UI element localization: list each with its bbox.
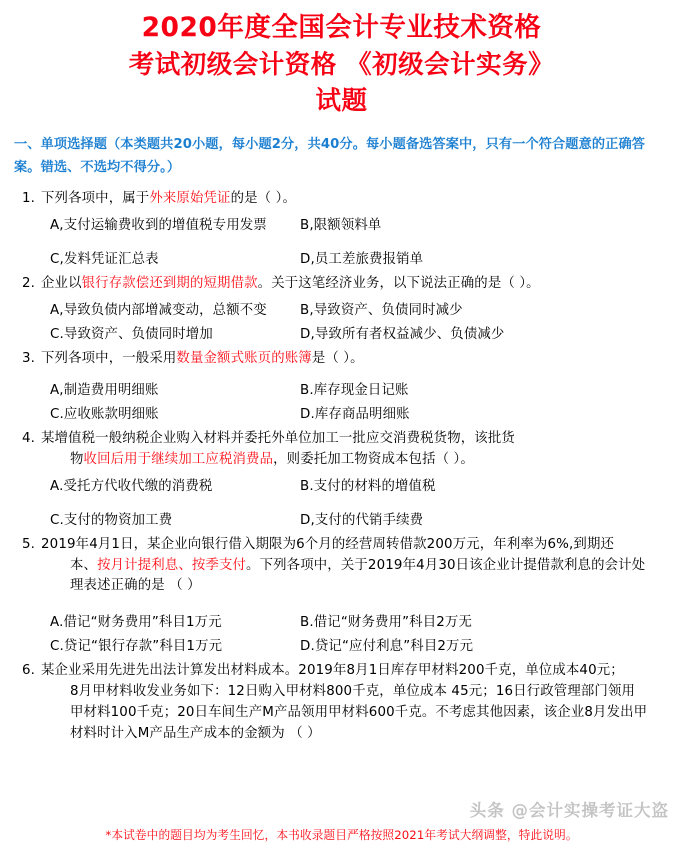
question-5 [0,535,683,658]
question-5-stem [22,535,665,597]
question-5-stem-line2-post: 。下列各项中，关于2019年4月30日该企业计提借款利息的会计处 [246,557,646,573]
question-5-option-c-key: C. [50,639,64,655]
question-3-option-b-text: 库存现金日记账 [313,382,409,398]
question-1-option-a[interactable] [50,216,300,236]
question-4-option-c-key: C. [50,512,64,528]
question-2-option-a-text: 导致负债内部增减变动，总额不变 [63,302,267,318]
question-3-stem-highlight: 数量金额式账页的账簿 [176,351,312,367]
question-6-number: 6. [22,663,36,679]
question-3-stem-pre: 下列各项中，一般采用 [41,351,177,367]
question-2-stem [22,274,665,295]
question-2-options [0,301,683,345]
question-1-stem-pre: 下列各项中，属于 [41,191,150,207]
question-1-option-b-key: B, [300,217,314,233]
question-4-stem-line2-post: ，则委托加工物资成本包括（ ）。 [273,451,474,467]
question-1-option-b[interactable] [300,216,381,236]
question-4-option-c-text: 支付的物资加工费 [63,512,173,528]
question-3-stem-post: 是（ ）。 [311,351,364,367]
title-line-1: 2020年度全国会计专业技术资格 [141,12,542,43]
question-5-option-c-text: 贷记“银行存款”科目1万元 [63,639,223,655]
question-2-option-c-key: C. [50,327,64,343]
question-5-option-a[interactable] [50,613,300,633]
question-2-option-c[interactable] [50,325,300,345]
question-3-option-row-ab [50,381,683,401]
question-3 [0,349,683,425]
question-3-option-a-text: 制造费用明细账 [63,382,159,398]
question-4-option-b-text: 支付的材料的增值税 [313,478,436,494]
question-2-option-d-key: D, [300,327,315,343]
question-2 [0,274,683,345]
question-4-option-b[interactable] [300,477,436,497]
question-5-option-d-key: D. [300,639,315,655]
question-1-option-row-ab [50,216,683,236]
question-1-option-c-text: 发料凭证汇总表 [63,252,159,268]
question-5-option-a-text: 借记“财务费用”科目1万元 [63,615,222,631]
question-2-option-c-text: 导致资产、负债同时增加 [63,327,213,343]
question-3-option-c[interactable] [50,405,300,425]
question-5-stem-highlight: 按月计提利息、按季支付 [97,557,247,573]
question-1-option-row-cd [50,250,683,270]
question-6 [0,661,683,744]
question-2-option-a-key: A, [50,302,64,318]
question-2-option-row-ab [50,301,683,321]
question-1-stem-highlight: 外来原始凭证 [149,191,231,207]
question-4-option-d[interactable] [300,511,423,531]
question-1 [0,189,683,270]
question-1-option-c[interactable] [50,250,300,270]
question-4-stem-line1: 某增值税一般纳税企业购入材料并委托外单位加工一批应交消费税货物，该批货 [41,431,515,447]
question-5-number: 5. [22,536,36,552]
footnote: *本试卷中的题目均为考生回忆，本书收录题目严格按照2021年考试大纲调整，特此说明。 [105,828,578,842]
question-4-stem-line2 [46,450,665,471]
question-2-option-b[interactable] [300,301,463,321]
question-2-number: 2. [22,276,36,292]
question-3-option-c-text: 应收账款明细账 [63,407,159,423]
question-5-option-d-text: 贷记“应付利息”科目2万元 [314,639,474,655]
question-4-stem-line2-pre: 物 [70,451,84,467]
question-2-option-d[interactable] [300,325,504,345]
question-1-option-a-key: A, [50,217,64,233]
question-3-option-c-key: C. [50,407,64,423]
question-3-option-row-cd [50,405,683,425]
question-5-option-b-key: B. [300,615,314,631]
question-1-option-b-text: 限额领料单 [313,217,382,233]
question-4-option-a[interactable] [50,477,300,497]
title-line-2: 考试初级会计资格 《初级会计实务》 [128,49,555,80]
question-5-option-row-cd [50,637,683,657]
section-heading-single-choice: 一、单项选择题（本类题共20小题，每小题2分，共40分。每小题备选答案中，只有一个符合题意的正确答案。错选、不选均不得分。） [14,137,646,176]
question-6-stem-line2: 8月甲材料收发业务如下：12日购入甲材料800千克，单位成本 45元；16日行政管理部门领用 [70,684,636,700]
question-2-stem-highlight: 银行存款偿还到期的短期借款 [81,276,258,292]
question-4 [0,429,683,531]
question-4-option-row-cd [50,511,683,531]
question-4-option-row-ab [50,477,683,497]
question-3-options [0,381,683,425]
question-5-stem-line3: 理表述正确的是 （ ） [70,578,201,594]
page-title [0,0,683,119]
question-5-options [0,613,683,657]
question-3-option-b[interactable] [300,381,409,401]
question-3-option-d-key: D. [300,407,315,423]
question-4-option-c[interactable] [50,511,300,531]
question-5-option-row-ab [50,613,683,633]
question-5-option-c[interactable] [50,637,300,657]
question-3-option-a[interactable] [50,381,300,401]
question-6-stem [22,661,665,744]
question-1-option-d-key: D, [300,252,315,268]
question-3-option-d[interactable] [300,405,410,425]
question-4-option-d-text: 支付的代销手续费 [314,512,424,528]
question-1-stem [22,189,665,210]
question-3-option-a-key: A, [50,382,64,398]
question-4-stem-highlight: 收回后用于继续加工应税消费品 [83,451,274,467]
question-2-stem-pre: 企业以 [41,276,82,292]
question-4-options [0,477,683,531]
question-4-option-a-text: 受托方代收代缴的消费税 [63,478,213,494]
question-2-option-row-cd [50,325,683,345]
question-3-option-d-text: 库存商品明细账 [314,407,410,423]
question-5-stem-line2 [46,556,665,577]
question-3-option-b-key: B. [300,382,314,398]
question-5-stem-line1: 2019年4月1日，某企业向银行借入期限为6个月的经营周转借款200万元，年利率为6%,到期还 [41,536,615,552]
question-4-stem [22,429,665,471]
question-5-option-b-text: 借记“财务费用”科目2万无 [313,615,472,631]
question-2-option-d-text: 导致所有者权益减少、负债减少 [314,327,505,343]
question-list [0,189,683,744]
question-6-stem-line4: 材料时计入M产品生产成本的金额为 （ ） [70,725,321,741]
question-2-stem-post: 。关于这笔经济业务，以下说法正确的是（ ）。 [257,276,540,292]
question-5-option-a-key: A. [50,615,64,631]
question-6-stem-line1: 某企业采用先进先出法计算发出材料成本。2019年8月1日库存甲材料200千克，单位成本40元； [41,663,624,679]
question-2-option-b-text: 导致资产、负债同时减少 [313,302,463,318]
question-3-number: 3. [22,351,36,367]
question-1-option-d[interactable] [300,250,423,270]
question-2-option-a[interactable] [50,301,300,321]
question-4-option-a-key: A. [50,478,64,494]
question-1-option-c-key: C, [50,252,64,268]
watermark: 头条 @会计实操考证大盗 [469,801,669,820]
question-5-option-b[interactable] [300,613,472,633]
question-3-stem [22,349,665,370]
question-4-number: 4. [22,431,36,447]
question-4-option-b-key: B. [300,478,314,494]
question-1-options [0,216,683,270]
question-1-option-a-text: 支付运输费收到的增值税专用发票 [63,217,267,233]
question-2-option-b-key: B, [300,302,314,318]
question-1-stem-post: 的是（ ）。 [230,191,296,207]
question-5-option-d[interactable] [300,637,473,657]
title-line-3: 试题 [315,85,368,116]
question-4-option-d-key: D, [300,512,315,528]
question-1-option-d-text: 员工差旅费报销单 [314,252,424,268]
question-6-stem-line3: 甲材料100千克；20日车间生产M产品领用甲材料600千克。不考虑其他因素，该企业8月发出甲 [70,704,648,720]
question-1-number: 1. [22,191,36,207]
question-5-stem-line2-pre: 本、 [70,557,98,573]
